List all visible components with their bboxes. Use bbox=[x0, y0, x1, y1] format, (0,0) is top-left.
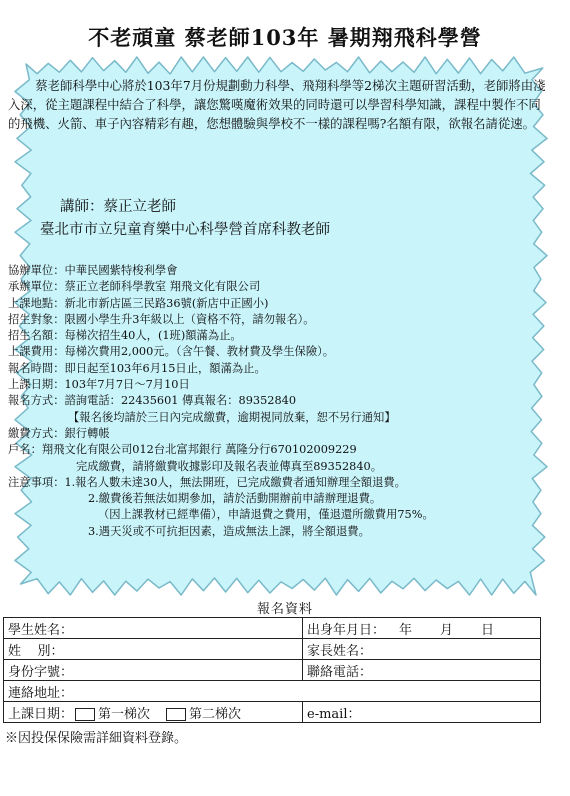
form-row bbox=[4, 681, 541, 702]
student-name-label: 學生姓名： bbox=[8, 622, 74, 638]
teacher-block bbox=[40, 196, 330, 242]
info-fee: 上課費用：每梯次費用2,000元。（含午餐、教材費及學生保險）。 bbox=[8, 345, 335, 359]
insurance-note: ※因投保保險需詳細資料登錄。 bbox=[5, 731, 188, 746]
option2-checkbox[interactable] bbox=[166, 708, 186, 721]
birthday-label: 出身年月日： bbox=[307, 622, 386, 638]
info-cosponsor: 協辦單位：中華民國紫特梭利學會 bbox=[8, 264, 178, 277]
info-list bbox=[8, 263, 538, 540]
info-notice-2: 2.繳費後若無法如期參加，請於活動開辦前申請辦理退費。 bbox=[88, 492, 382, 506]
info-notice-3: 3.遇天災或不可抗拒因素，造成無法上課，將全額退費。 bbox=[88, 524, 370, 538]
gender-label: 姓 別： bbox=[8, 643, 64, 659]
info-organizer: 承辦單位：蔡正立老師科學教室 翔飛文化有限公司 bbox=[8, 280, 261, 294]
student-name-field[interactable] bbox=[4, 618, 303, 639]
parent-name-label: 家長姓名： bbox=[307, 643, 373, 659]
teacher-name: 講師：蔡正立老師 bbox=[60, 199, 176, 215]
birthday-field[interactable] bbox=[303, 618, 541, 639]
info-target: 招生對象：限國小學生升3年級以上（資格不符，請勿報名）。 bbox=[8, 312, 315, 326]
form-row bbox=[4, 639, 541, 660]
class-date-label: 上課日期： bbox=[8, 706, 74, 722]
info-class-dates: 上課日期：103年7月7日～7月10日 bbox=[8, 378, 190, 392]
gender-field[interactable] bbox=[4, 639, 303, 660]
teacher-title: 臺北市市立兒童育樂中心科學營首席科教老師 bbox=[40, 222, 330, 238]
year-label: 年 bbox=[399, 622, 413, 638]
month-label: 月 bbox=[440, 622, 454, 638]
email-field[interactable] bbox=[303, 702, 541, 723]
form-row bbox=[4, 702, 541, 723]
info-notice-2b: （因上課教材已經準備），申請退費之費用，僅退還所繳費用75%。 bbox=[98, 508, 434, 522]
option1-label: 第一梯次 bbox=[98, 706, 151, 722]
info-account: 戶名：翔飛文化有限公司012台北富邦銀行 萬隆分行670102009229 bbox=[8, 443, 357, 457]
document-title: 不老頑童 蔡老師103年 暑期翔飛科學營 bbox=[88, 25, 482, 50]
info-payment-deadline: 【報名後均請於三日內完成繳費，逾期視同放棄，恕不另行通知】 bbox=[68, 410, 396, 424]
option2-label: 第二梯次 bbox=[189, 706, 242, 722]
info-payment-fax: 完成繳費，請將繳費收據影印及報名表並傳真至89352840。 bbox=[76, 459, 383, 473]
parent-name-field[interactable] bbox=[303, 639, 541, 660]
id-number-label: 身份字號： bbox=[8, 664, 74, 680]
info-registration-method: 報名方式：諮詢電話：22435601 傳真報名：89352840 bbox=[8, 394, 297, 408]
info-location: 上課地點：新北市新店區三民路36號(新店中正國小) bbox=[8, 296, 269, 310]
info-quota: 招生名額：每梯次招生40人，(1班)額滿為止。 bbox=[8, 329, 242, 343]
info-notice-1: 注意事項：1.報名人數未達30人，無法開班，已完成繳費者通知辦理全額退費。 bbox=[8, 475, 406, 489]
id-number-field[interactable] bbox=[4, 660, 303, 681]
day-label: 日 bbox=[481, 622, 495, 638]
phone-field[interactable] bbox=[303, 660, 541, 681]
address-label: 連絡地址： bbox=[8, 685, 74, 701]
form-row bbox=[4, 618, 541, 639]
phone-label: 聯絡電話： bbox=[307, 664, 373, 680]
address-field[interactable] bbox=[4, 681, 541, 702]
info-payment-method: 繳費方式：銀行轉帳 bbox=[8, 426, 110, 440]
email-label: e-mail： bbox=[307, 706, 361, 722]
registration-form bbox=[3, 617, 541, 723]
option1-checkbox[interactable] bbox=[75, 708, 95, 721]
class-date-field bbox=[4, 702, 303, 723]
intro-paragraph: 蔡老師科學中心將於103年7月份規劃動力科學、飛翔科學等2梯次主題研習活動，老師將由淺入深，從主題課程中結合了科學，讓您驚嘆魔術效果的同時還可以學習科學知識，課程中製作不同的飛機、火箭、車子內容精彩有趣，您想體驗與學校不一樣的課程嗎?名額有限，欲報名請從速。 bbox=[8, 78, 546, 131]
form-title: 報名資料 bbox=[256, 602, 313, 617]
info-registration-period: 報名時間：即日起至103年6月15日止，額滿為止。 bbox=[8, 361, 266, 375]
form-row bbox=[4, 660, 541, 681]
